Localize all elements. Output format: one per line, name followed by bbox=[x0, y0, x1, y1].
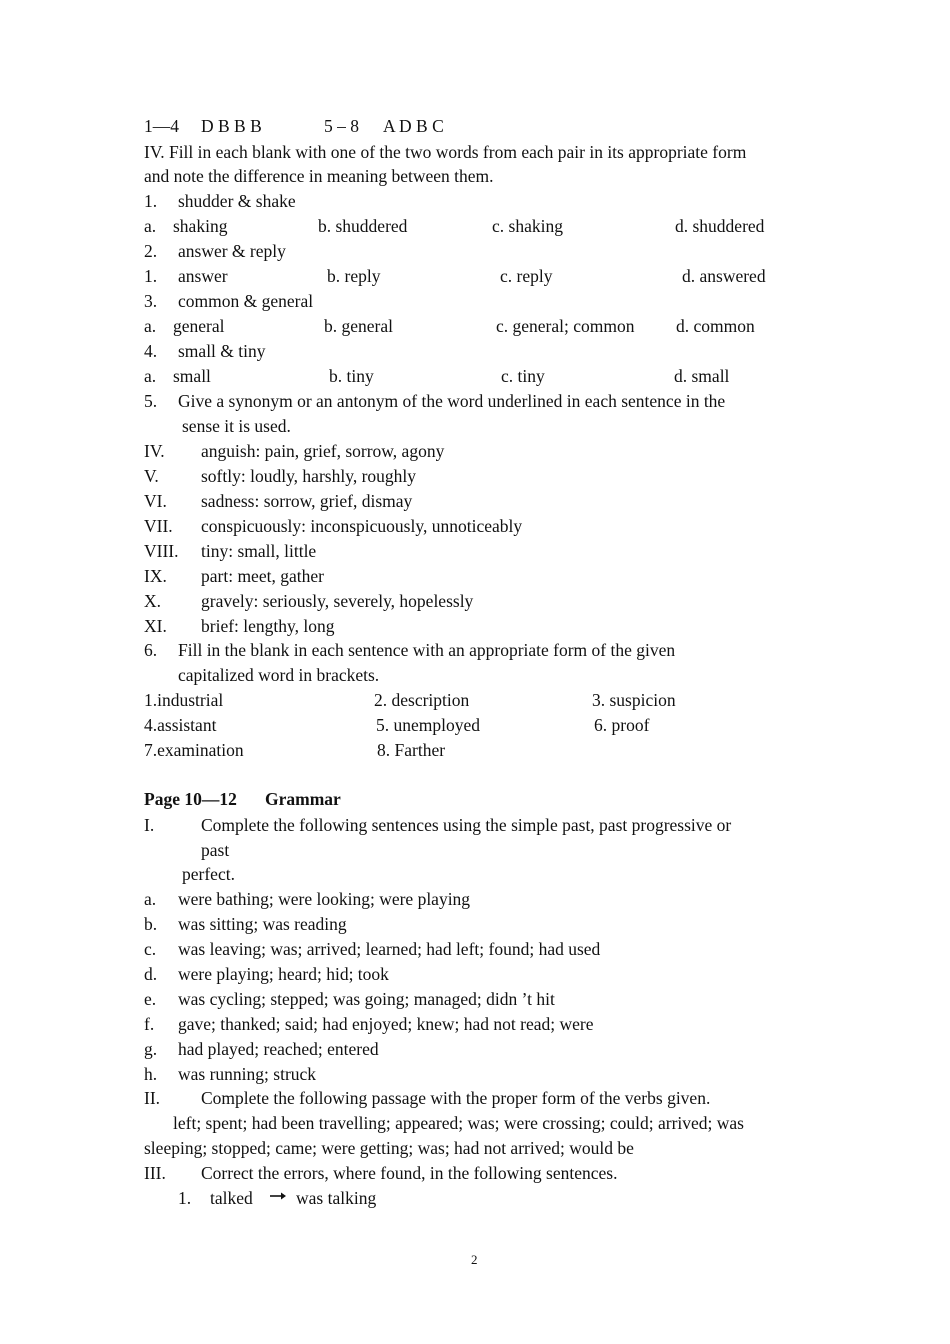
correction-number: 1. bbox=[178, 1188, 192, 1208]
tense-answer: were playing; heard; hid; took bbox=[178, 964, 389, 984]
answer-b: b. shuddered bbox=[318, 216, 408, 236]
grammar-section-i-numeral: I. bbox=[144, 815, 155, 835]
grammar-heading: Grammar bbox=[265, 789, 341, 809]
word-form-answer: 1.industrial bbox=[144, 690, 224, 710]
synonym-item: tiny: small, little bbox=[201, 541, 317, 561]
answer-c: c. shaking bbox=[492, 216, 563, 236]
word-form-answer: 7.examination bbox=[144, 740, 244, 760]
answer-label: 1. bbox=[144, 266, 158, 286]
roman-numeral: X. bbox=[144, 591, 162, 611]
roman-numeral: VIII. bbox=[144, 541, 179, 561]
arrow-right-icon-svg bbox=[268, 1188, 288, 1208]
passage-answer: left; spent; had been travelling; appeared; was; were crossing; could; arrived; was bbox=[173, 1113, 744, 1133]
grammar-section-i-heading: Complete the following sentences using the simple past, past progressive or bbox=[201, 815, 732, 835]
word-pair-title: small & tiny bbox=[178, 341, 266, 361]
answer-key-1-4: D B B B bbox=[201, 116, 262, 136]
section-6-number: 6. bbox=[144, 640, 158, 660]
roman-numeral: VI. bbox=[144, 491, 167, 511]
word-pair-number: 1. bbox=[144, 191, 158, 211]
answer-label: a. bbox=[144, 216, 157, 236]
grammar-section-ii-heading: Complete the following passage with the proper form of the verbs given. bbox=[201, 1088, 711, 1108]
roman-numeral: IV. bbox=[144, 441, 165, 461]
synonym-item: sadness: sorrow, grief, dismay bbox=[201, 491, 413, 511]
item-label: c. bbox=[144, 939, 157, 959]
section-6-heading-cont: capitalized word in brackets. bbox=[178, 665, 380, 685]
word-pair-title: answer & reply bbox=[178, 241, 286, 261]
word-pair-title: shudder & shake bbox=[178, 191, 296, 211]
answer-b: b. tiny bbox=[329, 366, 374, 386]
word-form-answer: 6. proof bbox=[594, 715, 650, 735]
item-label: a. bbox=[144, 889, 157, 909]
arrow-right-icon bbox=[268, 1188, 288, 1212]
synonym-item: gravely: seriously, severely, hopelessly bbox=[201, 591, 474, 611]
grammar-section-i-heading-cont: perfect. bbox=[182, 864, 235, 884]
section-5-heading-cont: sense it is used. bbox=[182, 416, 291, 436]
answer-b: b. reply bbox=[327, 266, 381, 286]
roman-numeral: XI. bbox=[144, 616, 167, 636]
answer-c: c. tiny bbox=[501, 366, 545, 386]
tense-answer: was running; struck bbox=[178, 1064, 317, 1084]
answer-c: c. reply bbox=[500, 266, 553, 286]
word-pair-number: 4. bbox=[144, 341, 158, 361]
answer-a: general bbox=[173, 316, 225, 336]
section-iv-heading-cont: and note the difference in meaning between them. bbox=[144, 166, 494, 186]
grammar-section-i-heading-cont: past bbox=[201, 840, 230, 860]
section-6-heading: Fill in the blank in each sentence with an appropriate form of the given bbox=[178, 640, 676, 660]
roman-numeral: IX. bbox=[144, 566, 167, 586]
roman-numeral: V. bbox=[144, 466, 159, 486]
answer-key-5-8-label: 5 – 8 bbox=[324, 116, 359, 136]
word-form-answer: 5. unemployed bbox=[376, 715, 481, 735]
tense-answer: gave; thanked; said; had enjoyed; knew; had not read; were bbox=[178, 1014, 594, 1034]
section-5-heading: Give a synonym or an antonym of the word underlined in each sentence in the bbox=[178, 391, 726, 411]
answer-d: d. shuddered bbox=[675, 216, 765, 236]
answer-d: d. small bbox=[674, 366, 730, 386]
section-iv-heading: IV. Fill in each blank with one of the two words from each pair in its appropriate form bbox=[144, 142, 747, 162]
synonym-item: softly: loudly, harshly, roughly bbox=[201, 466, 417, 486]
tense-answer: was cycling; stepped; was going; managed; didn ’t hit bbox=[178, 989, 555, 1009]
synonym-item: part: meet, gather bbox=[201, 566, 324, 586]
passage-answer-cont: sleeping; stopped; came; were getting; was; had not arrived; would be bbox=[144, 1138, 634, 1158]
tense-answer: was leaving; was; arrived; learned; had left; found; had used bbox=[178, 939, 601, 959]
answer-d: d. answered bbox=[682, 266, 766, 286]
word-pair-title: common & general bbox=[178, 291, 314, 311]
item-label: b. bbox=[144, 914, 158, 934]
word-form-answer: 8. Farther bbox=[377, 740, 446, 760]
answer-a: shaking bbox=[173, 216, 228, 236]
correction-fixed: was talking bbox=[296, 1188, 377, 1208]
answer-key-1-4-label: 1—4 bbox=[144, 116, 179, 136]
tense-answer: was sitting; was reading bbox=[178, 914, 347, 934]
tense-answer: had played; reached; entered bbox=[178, 1039, 379, 1059]
grammar-page-range: Page 10—12 bbox=[144, 789, 237, 809]
word-form-answer: 3. suspicion bbox=[592, 690, 676, 710]
word-form-answer: 2. description bbox=[374, 690, 470, 710]
answer-d: d. common bbox=[676, 316, 755, 336]
synonym-item: conspicuously: inconspicuously, unnoticeably bbox=[201, 516, 523, 536]
grammar-section-ii-numeral: II. bbox=[144, 1088, 161, 1108]
item-label: e. bbox=[144, 989, 157, 1009]
word-pair-number: 2. bbox=[144, 241, 158, 261]
item-label: h. bbox=[144, 1064, 158, 1084]
synonym-item: brief: lengthy, long bbox=[201, 616, 335, 636]
synonym-item: anguish: pain, grief, sorrow, agony bbox=[201, 441, 445, 461]
word-pair-number: 3. bbox=[144, 291, 158, 311]
roman-numeral: VII. bbox=[144, 516, 173, 536]
answer-label: a. bbox=[144, 316, 157, 336]
word-form-answer: 4.assistant bbox=[144, 715, 217, 735]
answer-b: b. general bbox=[324, 316, 393, 336]
section-5-number: 5. bbox=[144, 391, 158, 411]
item-label: f. bbox=[144, 1014, 155, 1034]
correction-original: talked bbox=[210, 1188, 253, 1208]
tense-answer: were bathing; were looking; were playing bbox=[178, 889, 471, 909]
answer-a: small bbox=[173, 366, 211, 386]
answer-key-5-8: A D B C bbox=[383, 116, 444, 136]
answer-c: c. general; common bbox=[496, 316, 635, 336]
item-label: d. bbox=[144, 964, 158, 984]
grammar-section-iii-numeral: III. bbox=[144, 1163, 166, 1183]
grammar-section-iii-heading: Correct the errors, where found, in the following sentences. bbox=[201, 1163, 618, 1183]
answer-label: a. bbox=[144, 366, 157, 386]
item-label: g. bbox=[144, 1039, 158, 1059]
page-number: 2 bbox=[471, 1252, 478, 1267]
answer-a: answer bbox=[178, 266, 228, 286]
